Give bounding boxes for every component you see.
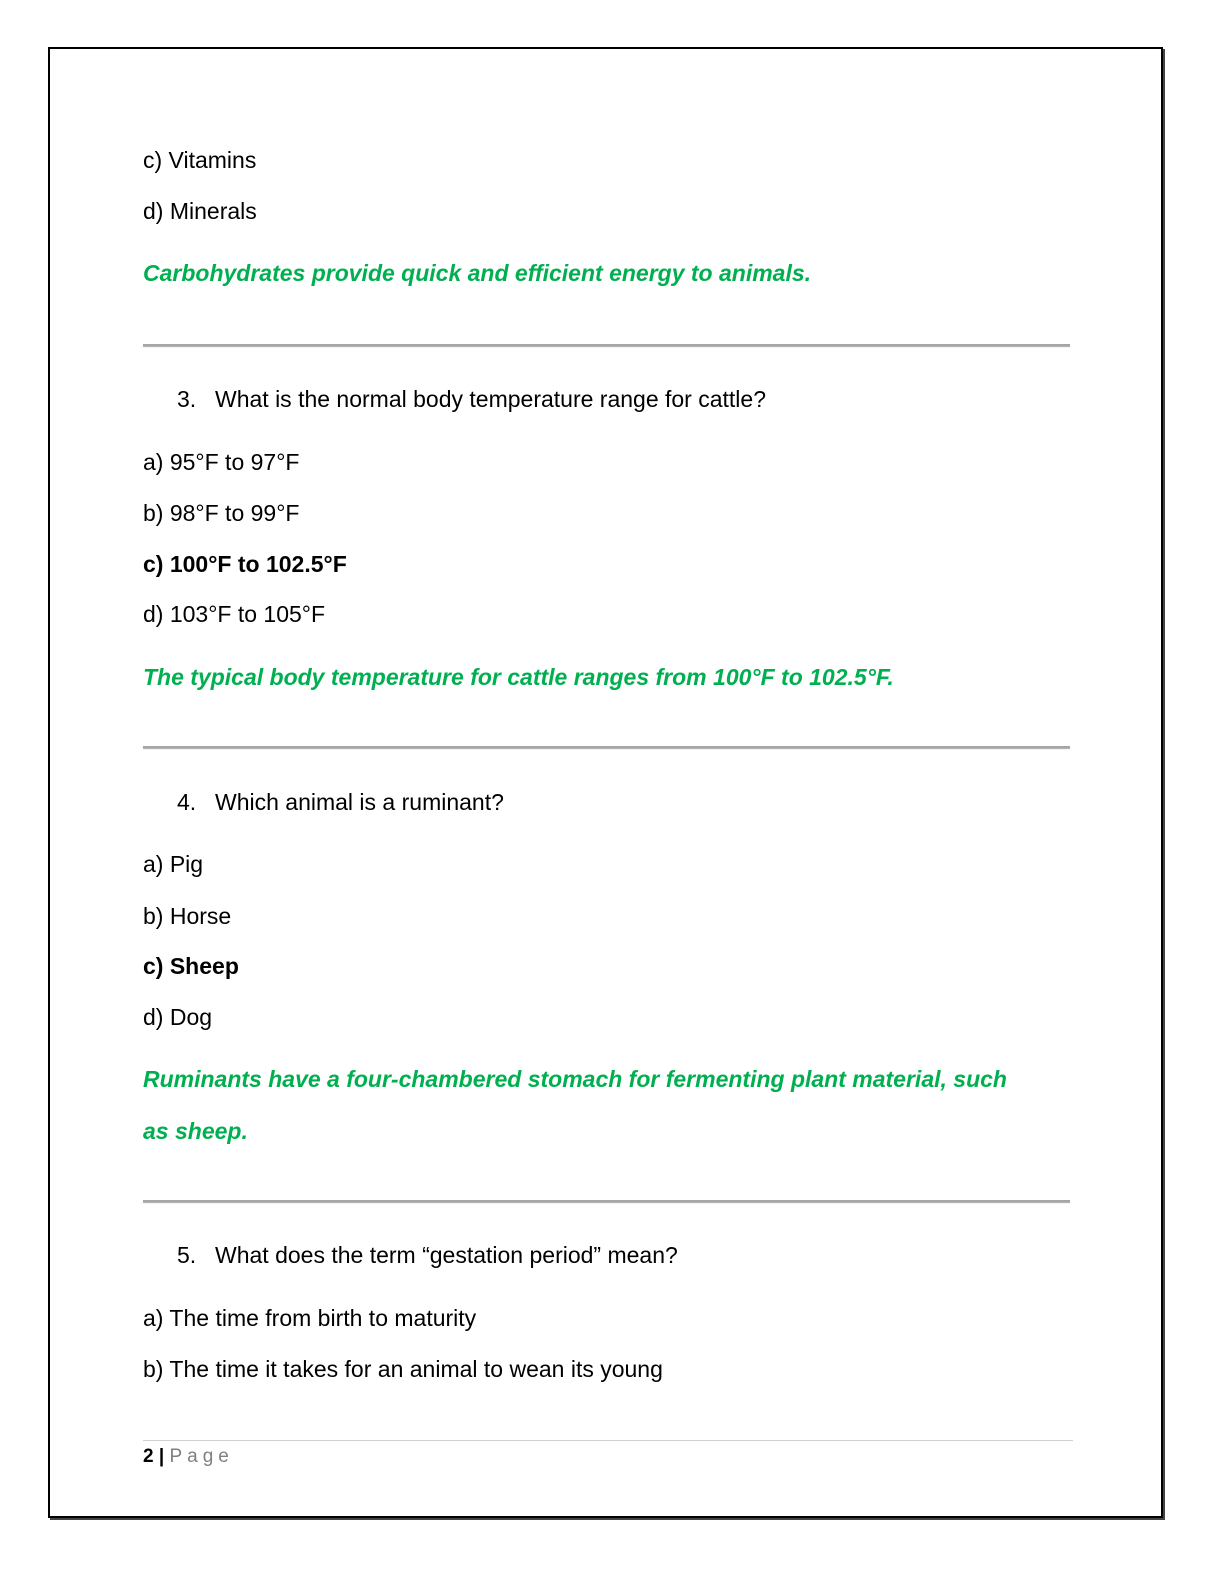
- q3-explanation: The typical body temperature for cattle ranges from 100°F to 102.5°F.: [143, 664, 894, 690]
- q5-question: [177, 1241, 678, 1269]
- q4-option-b: b) Horse: [143, 903, 232, 929]
- footer-separator: |: [158, 1446, 165, 1467]
- q4-option-c-correct: c) Sheep: [143, 953, 239, 979]
- q4-question-text: Which animal is a ruminant?: [215, 789, 504, 815]
- q3-question-text: What is the normal body temperature range for cattle?: [215, 386, 767, 412]
- divider: [143, 746, 1070, 748]
- divider: [143, 344, 1070, 346]
- page-label: Page: [169, 1446, 234, 1467]
- q4-option-d: d) Dog: [143, 1004, 213, 1030]
- q3-option-b: b) 98°F to 99°F: [143, 500, 300, 526]
- q4-question: [177, 788, 504, 816]
- q5-number: 5.: [177, 1242, 197, 1268]
- q4-explanation-line1: Ruminants have a four-chambered stomach for fermenting plant material, such: [143, 1066, 1007, 1092]
- q2-explanation: Carbohydrates provide quick and efficient energy to animals.: [143, 260, 812, 286]
- q4-option-a: a) Pig: [143, 851, 204, 877]
- q3-number: 3.: [177, 386, 197, 412]
- q3-option-c-correct: c) 100°F to 102.5°F: [143, 551, 347, 577]
- q4-explanation-line2: as sheep.: [143, 1118, 248, 1144]
- q5-option-b: b) The time it takes for an animal to wean its young: [143, 1356, 663, 1382]
- q5-option-a: a) The time from birth to maturity: [143, 1305, 477, 1331]
- footer-divider: [143, 1440, 1073, 1441]
- q3-question: [177, 385, 766, 413]
- q2-option-c: c) Vitamins: [143, 147, 257, 173]
- q5-question-text: What does the term “gestation period” mean?: [215, 1242, 678, 1268]
- q3-option-d: d) 103°F to 105°F: [143, 601, 326, 627]
- page-footer: [143, 1445, 234, 1469]
- q4-number: 4.: [177, 789, 197, 815]
- q2-option-d: d) Minerals: [143, 198, 257, 224]
- q3-option-a: a) 95°F to 97°F: [143, 449, 300, 475]
- divider: [143, 1200, 1070, 1202]
- page-number: 2: [143, 1446, 154, 1467]
